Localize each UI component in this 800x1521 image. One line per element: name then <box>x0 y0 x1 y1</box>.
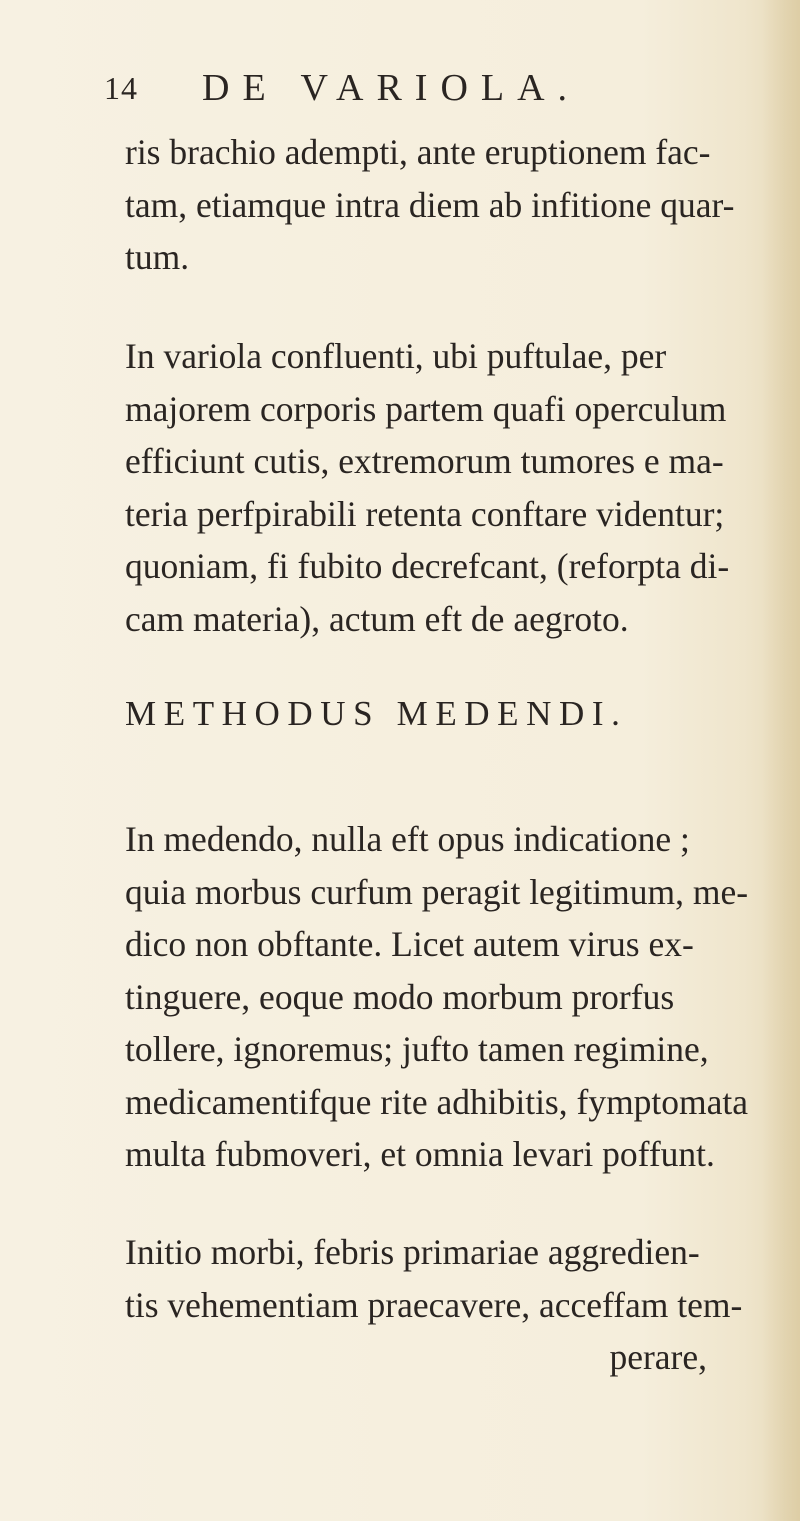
text-line: dico non obftante. Licet autem virus ex- <box>125 924 694 964</box>
text-line: majorem corporis partem quafi operculum <box>125 388 727 429</box>
text-line: tis vehementiam praecavere, acceffam tem- <box>125 1284 743 1325</box>
text-line: quia morbus curfum peragit legitimum, me- <box>125 871 749 912</box>
text-line: ris brachio adempti, ante eruptionem fac- <box>125 132 711 172</box>
paragraph-medendo <box>125 813 765 1181</box>
text-line: quoniam, fi fubito decrefcant, (reforpta di- <box>125 546 730 586</box>
text-line: tollere, ignoremus; jufto tamen regimine, <box>125 1029 709 1069</box>
running-title: DE VARIOLA. <box>202 67 581 109</box>
catchword: perare, <box>609 1337 707 1377</box>
text-line: In medendo, nulla eft opus indicatione ; <box>125 819 690 859</box>
text-line: In variola confluenti, ubi puftulae, per <box>125 336 667 376</box>
text-line: teria perfpirabili retenta conftare videntur; <box>125 493 725 534</box>
paragraph-initio-morbi <box>125 1226 765 1384</box>
text-line: medicamentifque rite adhibitis, fymptomata <box>125 1081 749 1122</box>
text-line: multa fubmoveri, et omnia levari poffunt. <box>125 1134 715 1174</box>
text-line: tam, etiamque intra diem ab infitione quar- <box>125 184 735 225</box>
page-header <box>104 67 664 120</box>
text-line: Initio morbi, febris primariae aggredien- <box>125 1232 700 1272</box>
text-line: tum. <box>125 237 190 277</box>
text-line: cam materia), actum eft de aegroto. <box>125 598 629 639</box>
text-line: tinguere, eoque modo morbum prorfus <box>125 976 675 1017</box>
page-edge-shadow <box>762 0 800 1521</box>
section-heading: METHODUS MEDENDI. <box>125 694 628 733</box>
paragraph-confluent-variola <box>125 330 765 645</box>
text-line: efficiunt cutis, extremorum tumores e ma- <box>125 441 724 481</box>
page-number: 14 <box>104 70 138 106</box>
paragraph-continuation <box>125 126 765 284</box>
